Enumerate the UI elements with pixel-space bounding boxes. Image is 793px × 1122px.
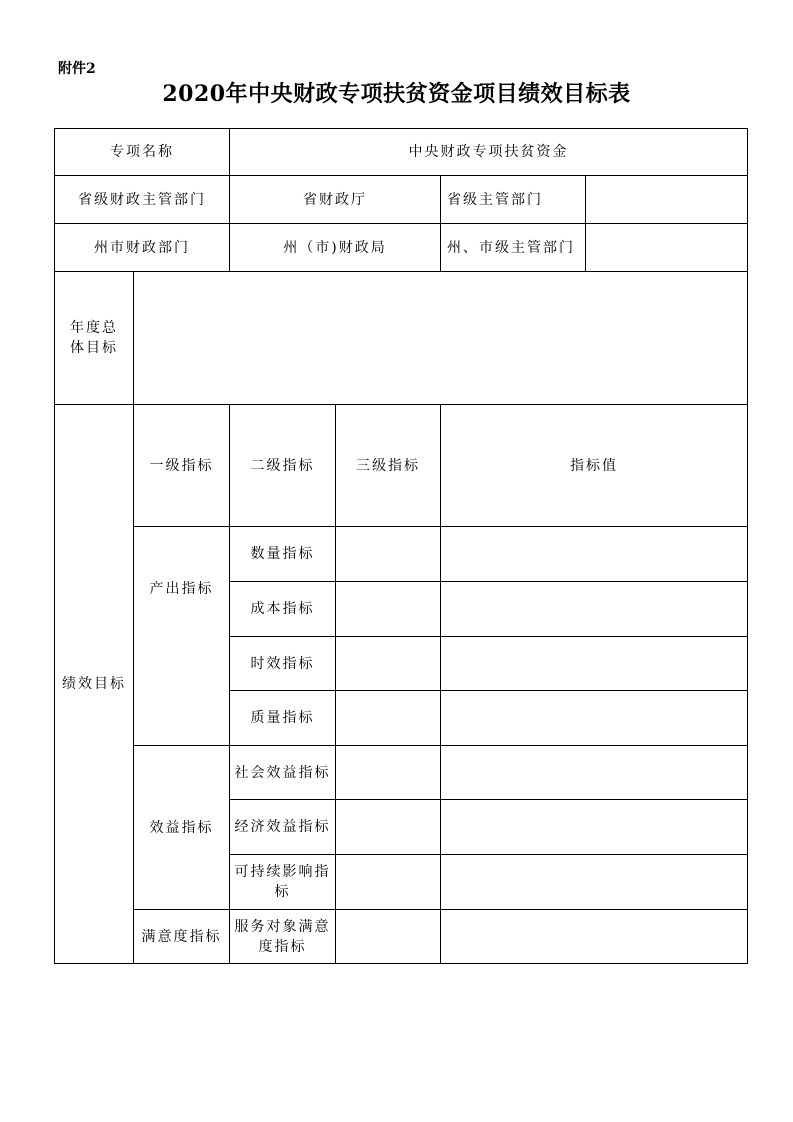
indicator-level3[interactable] — [335, 745, 441, 800]
indicator-level2: 时效指标 — [229, 636, 336, 691]
indicator-level3[interactable] — [335, 909, 441, 964]
indicator-level3[interactable] — [335, 636, 441, 691]
prov-dept-value[interactable] — [585, 175, 748, 224]
indicator-value[interactable] — [440, 526, 748, 582]
indicator-level2: 社会效益指标 — [229, 745, 336, 800]
city-dept-value[interactable] — [585, 223, 748, 272]
indicator-level2: 数量指标 — [229, 526, 336, 582]
header-level1: 一级指标 — [133, 404, 230, 527]
prov-dept-label: 省级主管部门 — [440, 175, 586, 224]
indicator-level2: 经济效益指标 — [229, 799, 336, 855]
indicator-level3[interactable] — [335, 799, 441, 855]
indicator-level3[interactable] — [335, 526, 441, 582]
indicator-level2: 服务对象满意度指标 — [229, 909, 336, 964]
city-finance-value: 州（市)财政局 — [229, 223, 441, 272]
city-dept-label: 州、市级主管部门 — [440, 223, 586, 272]
indicator-value[interactable] — [440, 909, 748, 964]
attachment-label: 附件2 — [58, 61, 96, 77]
prov-finance-value: 省财政厅 — [229, 175, 441, 224]
indicator-level3[interactable] — [335, 581, 441, 637]
indicator-level3[interactable] — [335, 690, 441, 746]
annual-goal-label: 年度总体目标 — [54, 271, 134, 405]
header-value: 指标值 — [440, 404, 748, 527]
prov-finance-label: 省级财政主管部门 — [54, 175, 230, 224]
indicator-value[interactable] — [440, 636, 748, 691]
indicator-value[interactable] — [440, 581, 748, 637]
group-output: 产出指标 — [133, 526, 230, 746]
fund-name-value: 中央财政专项扶贫资金 — [229, 128, 748, 176]
indicator-value[interactable] — [440, 799, 748, 855]
indicator-value[interactable] — [440, 745, 748, 800]
city-finance-label: 州市财政部门 — [54, 223, 230, 272]
page-title: 2020年中央财政专项扶贫资金项目绩效目标表 — [162, 81, 631, 107]
header-level3: 三级指标 — [335, 404, 441, 527]
indicator-level2: 成本指标 — [229, 581, 336, 637]
indicator-level2: 可持续影响指标 — [229, 854, 336, 910]
indicator-value[interactable] — [440, 854, 748, 910]
annual-goal-value[interactable] — [133, 271, 748, 405]
group-benefit: 效益指标 — [133, 745, 230, 910]
indicator-level3[interactable] — [335, 854, 441, 910]
group-satisfaction: 满意度指标 — [133, 909, 230, 964]
fund-name-label: 专项名称 — [54, 128, 230, 176]
header-level2: 二级指标 — [229, 404, 336, 527]
indicator-level2: 质量指标 — [229, 690, 336, 746]
indicator-value[interactable] — [440, 690, 748, 746]
performance-section-label: 绩效目标 — [54, 404, 134, 964]
